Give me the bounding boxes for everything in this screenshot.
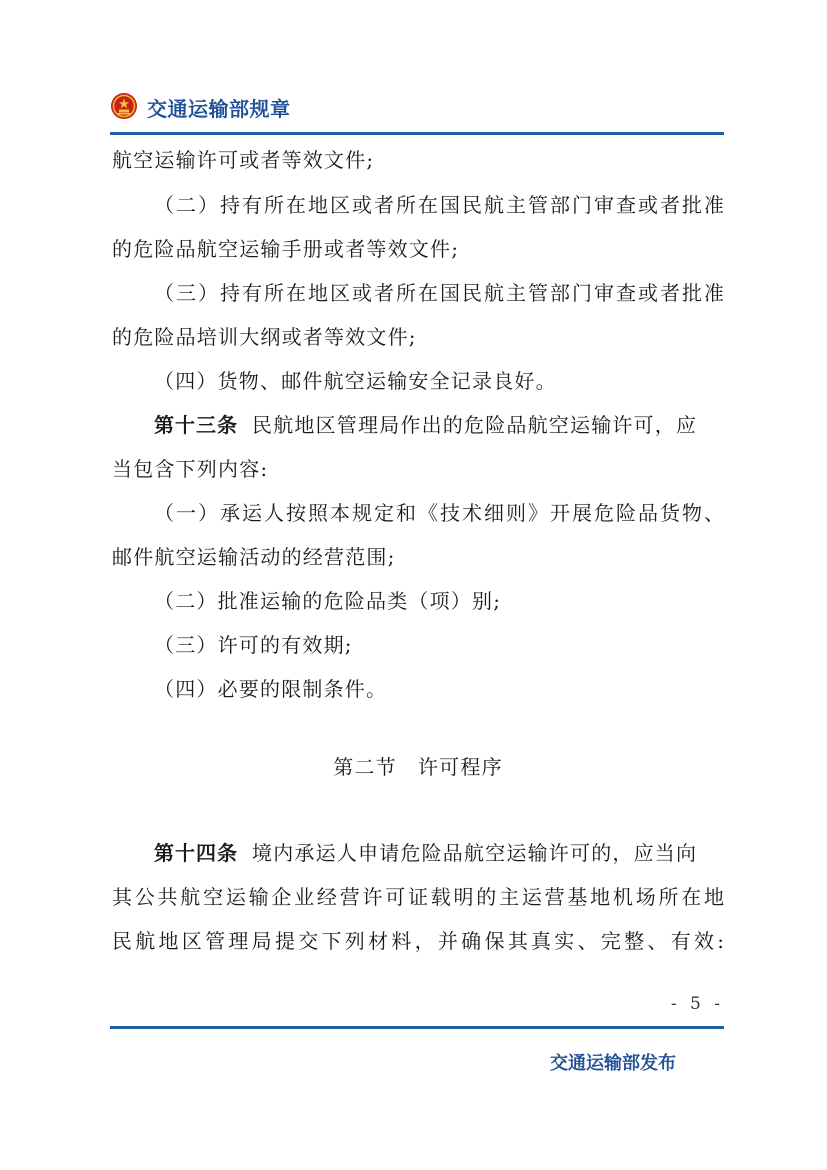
paragraph-line: （二）持有所在地区或者所在国民航主管部门审查或者批准 (154, 193, 724, 217)
page-number: - 5 - (670, 994, 724, 1014)
footer-divider (110, 1026, 724, 1029)
article-number: 第十四条 (154, 841, 238, 865)
paragraph-line: （二）批准运输的危险品类（项）别; (154, 589, 502, 613)
paragraph-line: 当包含下列内容: (112, 457, 269, 481)
article-14-line (154, 841, 697, 865)
article-text: 境内承运人申请危险品航空运输许可的，应当向 (252, 841, 698, 865)
article-text: 民航地区管理局作出的危险品航空运输许可，应 (252, 413, 698, 437)
section-heading: 第二节 许可程序 (333, 755, 503, 779)
paragraph-line: 民航地区管理局提交下列材料，并确保其真实、完整、有效: (112, 929, 724, 953)
paragraph-line: （三）许可的有效期; (154, 633, 353, 657)
paragraph-line: （四）货物、邮件航空运输安全记录良好。 (154, 369, 557, 393)
paragraph-line: 其公共航空运输企业经营许可证载明的主运营基地机场所在地 (112, 885, 724, 909)
document-header (110, 86, 724, 126)
paragraph-line: （一）承运人按照本规定和《技术细则》开展危险品货物、 (154, 501, 724, 525)
paragraph-line: 的危险品航空运输手册或者等效文件; (112, 237, 460, 261)
national-emblem-icon (110, 92, 138, 120)
paragraph-line: 的危险品培训大纲或者等效文件; (112, 325, 417, 349)
header-divider (110, 132, 724, 135)
paragraph-line: 邮件航空运输活动的经营范围; (112, 545, 396, 569)
header-title: 交通运输部规章 (147, 97, 291, 121)
article-13-line (154, 413, 697, 437)
paragraph-line: 航空运输许可或者等效文件; (112, 148, 375, 172)
article-number: 第十三条 (154, 413, 238, 437)
paragraph-line: （三）持有所在地区或者所在国民航主管部门审查或者批准 (154, 281, 724, 305)
paragraph-line: （四）必要的限制条件。 (154, 677, 388, 701)
footer-publisher: 交通运输部发布 (550, 1053, 676, 1074)
